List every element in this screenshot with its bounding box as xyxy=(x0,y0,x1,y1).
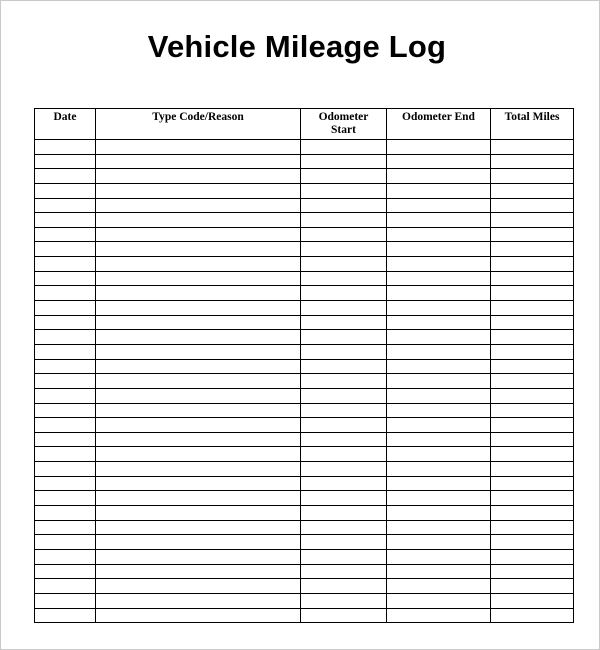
odometer-end-cell xyxy=(387,140,491,155)
date-cell xyxy=(35,183,96,198)
odometer-start-cell xyxy=(301,344,387,359)
odometer-end-cell xyxy=(387,154,491,169)
odometer-start-cell xyxy=(301,227,387,242)
table-row xyxy=(35,418,574,433)
total-miles-cell xyxy=(491,462,574,477)
date-cell xyxy=(35,403,96,418)
table-row xyxy=(35,315,574,330)
odometer-end-cell xyxy=(387,213,491,228)
reason-cell xyxy=(96,330,301,345)
table-row xyxy=(35,388,574,403)
table-row xyxy=(35,359,574,374)
table-row xyxy=(35,301,574,316)
reason-cell xyxy=(96,491,301,506)
odometer-start-cell xyxy=(301,257,387,272)
odometer-start-cell xyxy=(301,286,387,301)
table-row xyxy=(35,271,574,286)
date-cell xyxy=(35,227,96,242)
date-cell xyxy=(35,462,96,477)
odometer-end-cell xyxy=(387,301,491,316)
date-cell xyxy=(35,549,96,564)
date-cell xyxy=(35,154,96,169)
date-cell xyxy=(35,506,96,521)
total-miles-cell xyxy=(491,301,574,316)
reason-cell xyxy=(96,344,301,359)
total-miles-cell xyxy=(491,198,574,213)
date-cell xyxy=(35,608,96,623)
reason-cell xyxy=(96,154,301,169)
table-row xyxy=(35,140,574,155)
date-cell xyxy=(35,242,96,257)
total-miles-cell xyxy=(491,183,574,198)
log-table-body xyxy=(35,140,574,623)
date-cell xyxy=(35,535,96,550)
reason-cell xyxy=(96,140,301,155)
odometer-end-cell xyxy=(387,506,491,521)
odometer-end-cell xyxy=(387,403,491,418)
table-row xyxy=(35,608,574,623)
table-row xyxy=(35,403,574,418)
date-cell xyxy=(35,198,96,213)
odometer-start-cell xyxy=(301,213,387,228)
odometer-start-cell xyxy=(301,476,387,491)
odometer-end-cell xyxy=(387,447,491,462)
odometer-end-cell xyxy=(387,169,491,184)
odometer-end-cell xyxy=(387,462,491,477)
total-miles-cell xyxy=(491,315,574,330)
table-row xyxy=(35,257,574,272)
header-odometer-start xyxy=(301,109,387,140)
header-odometer-end: Odometer End xyxy=(387,109,491,140)
total-miles-cell xyxy=(491,608,574,623)
odometer-end-cell xyxy=(387,491,491,506)
reason-cell xyxy=(96,506,301,521)
odometer-start-cell xyxy=(301,593,387,608)
date-cell xyxy=(35,564,96,579)
date-cell xyxy=(35,432,96,447)
odometer-start-cell xyxy=(301,374,387,389)
reason-cell xyxy=(96,227,301,242)
reason-cell xyxy=(96,271,301,286)
date-cell xyxy=(35,520,96,535)
table-row xyxy=(35,330,574,345)
header-row xyxy=(35,109,574,140)
total-miles-cell xyxy=(491,213,574,228)
date-cell xyxy=(35,579,96,594)
odometer-start-cell xyxy=(301,388,387,403)
reason-cell xyxy=(96,213,301,228)
reason-cell xyxy=(96,183,301,198)
total-miles-cell xyxy=(491,432,574,447)
date-cell xyxy=(35,491,96,506)
total-miles-cell xyxy=(491,506,574,521)
odometer-end-cell xyxy=(387,257,491,272)
date-cell xyxy=(35,213,96,228)
odometer-start-cell xyxy=(301,183,387,198)
date-cell xyxy=(35,359,96,374)
total-miles-cell xyxy=(491,271,574,286)
odometer-end-cell xyxy=(387,286,491,301)
odometer-end-cell xyxy=(387,579,491,594)
header-odometer-start-line2: Start xyxy=(331,124,356,136)
header-odometer-start-line1: Odometer xyxy=(318,111,369,123)
total-miles-cell xyxy=(491,330,574,345)
table-row xyxy=(35,242,574,257)
odometer-end-cell xyxy=(387,271,491,286)
table-row xyxy=(35,286,574,301)
date-cell xyxy=(35,140,96,155)
odometer-end-cell xyxy=(387,549,491,564)
date-cell xyxy=(35,344,96,359)
table-row xyxy=(35,579,574,594)
odometer-start-cell xyxy=(301,432,387,447)
table-row xyxy=(35,154,574,169)
odometer-start-cell xyxy=(301,418,387,433)
date-cell xyxy=(35,593,96,608)
total-miles-cell xyxy=(491,535,574,550)
odometer-end-cell xyxy=(387,520,491,535)
reason-cell xyxy=(96,432,301,447)
date-cell xyxy=(35,271,96,286)
table-row xyxy=(35,432,574,447)
odometer-start-cell xyxy=(301,198,387,213)
total-miles-cell xyxy=(491,140,574,155)
total-miles-cell xyxy=(491,418,574,433)
reason-cell xyxy=(96,535,301,550)
odometer-start-cell xyxy=(301,564,387,579)
table-row xyxy=(35,564,574,579)
odometer-end-cell xyxy=(387,432,491,447)
total-miles-cell xyxy=(491,564,574,579)
odometer-start-cell xyxy=(301,169,387,184)
reason-cell xyxy=(96,418,301,433)
table-row xyxy=(35,374,574,389)
reason-cell xyxy=(96,608,301,623)
table-row xyxy=(35,462,574,477)
total-miles-cell xyxy=(491,476,574,491)
odometer-start-cell xyxy=(301,462,387,477)
odometer-start-cell xyxy=(301,140,387,155)
odometer-end-cell xyxy=(387,198,491,213)
odometer-end-cell xyxy=(387,359,491,374)
reason-cell xyxy=(96,447,301,462)
page-title: Vehicle Mileage Log xyxy=(147,29,447,64)
total-miles-cell xyxy=(491,593,574,608)
date-cell xyxy=(35,388,96,403)
odometer-end-cell xyxy=(387,183,491,198)
odometer-end-cell xyxy=(387,315,491,330)
table-row xyxy=(35,344,574,359)
odometer-start-cell xyxy=(301,359,387,374)
table-row xyxy=(35,447,574,462)
total-miles-cell xyxy=(491,169,574,184)
odometer-start-cell xyxy=(301,242,387,257)
reason-cell xyxy=(96,462,301,477)
reason-cell xyxy=(96,198,301,213)
total-miles-cell xyxy=(491,403,574,418)
odometer-end-cell xyxy=(387,593,491,608)
date-cell xyxy=(35,374,96,389)
table-row xyxy=(35,549,574,564)
odometer-start-cell xyxy=(301,301,387,316)
odometer-end-cell xyxy=(387,564,491,579)
date-cell xyxy=(35,418,96,433)
reason-cell xyxy=(96,242,301,257)
table-row xyxy=(35,520,574,535)
odometer-start-cell xyxy=(301,315,387,330)
total-miles-cell xyxy=(491,374,574,389)
total-miles-cell xyxy=(491,447,574,462)
odometer-end-cell xyxy=(387,374,491,389)
total-miles-cell xyxy=(491,242,574,257)
total-miles-cell xyxy=(491,286,574,301)
reason-cell xyxy=(96,520,301,535)
table-row xyxy=(35,227,574,242)
total-miles-cell xyxy=(491,491,574,506)
reason-cell xyxy=(96,476,301,491)
table-row xyxy=(35,506,574,521)
reason-cell xyxy=(96,315,301,330)
reason-cell xyxy=(96,593,301,608)
reason-cell xyxy=(96,286,301,301)
odometer-end-cell xyxy=(387,608,491,623)
table-row xyxy=(35,535,574,550)
odometer-end-cell xyxy=(387,388,491,403)
date-cell xyxy=(35,476,96,491)
date-cell xyxy=(35,286,96,301)
odometer-start-cell xyxy=(301,403,387,418)
date-cell xyxy=(35,330,96,345)
total-miles-cell xyxy=(491,359,574,374)
date-cell xyxy=(35,301,96,316)
odometer-start-cell xyxy=(301,520,387,535)
total-miles-cell xyxy=(491,579,574,594)
odometer-start-cell xyxy=(301,608,387,623)
odometer-start-cell xyxy=(301,549,387,564)
table-row xyxy=(35,213,574,228)
total-miles-cell xyxy=(491,257,574,272)
table-row xyxy=(35,593,574,608)
odometer-end-cell xyxy=(387,344,491,359)
reason-cell xyxy=(96,403,301,418)
table-row xyxy=(35,491,574,506)
header-total-miles: Total Miles xyxy=(491,109,574,140)
odometer-start-cell xyxy=(301,579,387,594)
mileage-log-table xyxy=(34,108,574,623)
reason-cell xyxy=(96,374,301,389)
header-date: Date xyxy=(35,109,96,140)
reason-cell xyxy=(96,169,301,184)
table-row xyxy=(35,183,574,198)
odometer-start-cell xyxy=(301,535,387,550)
date-cell xyxy=(35,315,96,330)
table-row xyxy=(35,169,574,184)
odometer-start-cell xyxy=(301,491,387,506)
reason-cell xyxy=(96,301,301,316)
odometer-start-cell xyxy=(301,271,387,286)
reason-cell xyxy=(96,549,301,564)
odometer-start-cell xyxy=(301,154,387,169)
total-miles-cell xyxy=(491,549,574,564)
reason-cell xyxy=(96,564,301,579)
reason-cell xyxy=(96,388,301,403)
total-miles-cell xyxy=(491,227,574,242)
total-miles-cell xyxy=(491,520,574,535)
total-miles-cell xyxy=(491,154,574,169)
table-row xyxy=(35,198,574,213)
odometer-start-cell xyxy=(301,330,387,345)
reason-cell xyxy=(96,359,301,374)
odometer-end-cell xyxy=(387,227,491,242)
reason-cell xyxy=(96,257,301,272)
total-miles-cell xyxy=(491,344,574,359)
odometer-end-cell xyxy=(387,418,491,433)
reason-cell xyxy=(96,579,301,594)
date-cell xyxy=(35,257,96,272)
odometer-end-cell xyxy=(387,242,491,257)
date-cell xyxy=(35,447,96,462)
odometer-end-cell xyxy=(387,535,491,550)
odometer-end-cell xyxy=(387,330,491,345)
table-row xyxy=(35,476,574,491)
date-cell xyxy=(35,169,96,184)
odometer-start-cell xyxy=(301,506,387,521)
odometer-end-cell xyxy=(387,476,491,491)
header-type-code-reason: Type Code/Reason xyxy=(96,109,301,140)
odometer-start-cell xyxy=(301,447,387,462)
total-miles-cell xyxy=(491,388,574,403)
